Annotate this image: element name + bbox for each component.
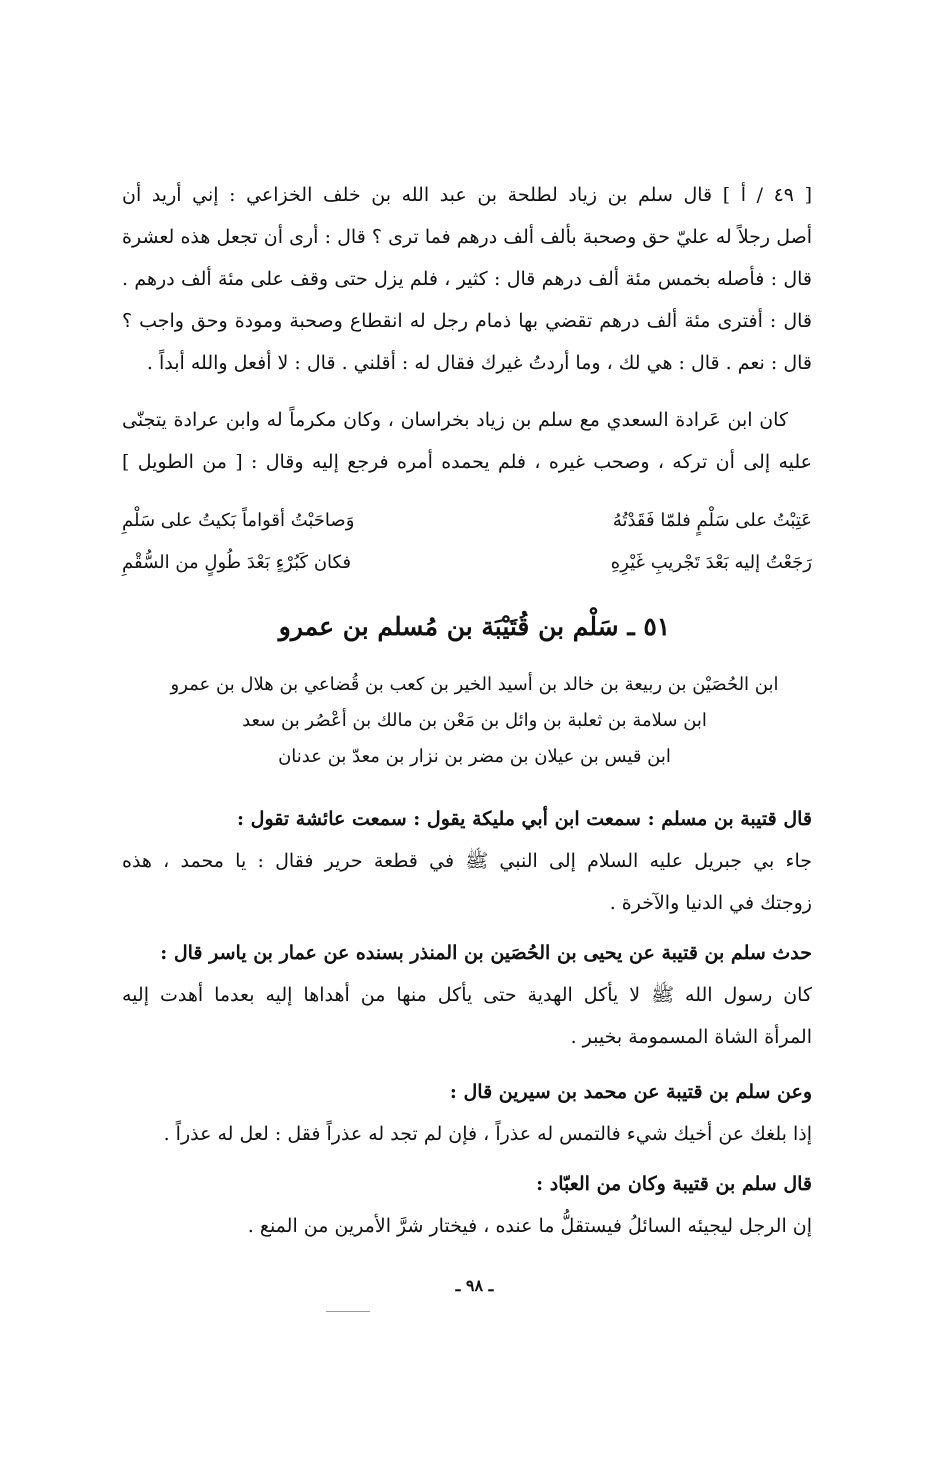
verse-second-hemistich: فكان كَبُرْءٍ بَعْدَ طُولٍ من السُّقْمِ	[122, 552, 352, 573]
isnad-line: قال قتيبة بن مسلم : سمعت ابن أبي مليكة يقول : سمعت عائشة تقول :	[237, 808, 812, 830]
isnad-line: حدث سلم بن قتيبة عن يحيى بن الحُصَين بن المنذر بسنده عن عمار بن ياسر قال :	[160, 942, 812, 964]
text-line: المرأة الشاة المسمومة بخيبر .	[570, 1026, 812, 1048]
page-number: ـ ٩٨ ـ	[455, 1276, 494, 1295]
hadith-block	[122, 1175, 812, 1259]
lineage-line: ابن سلامة بن ثعلبة بن وائل بن مَعْن بن مالك بن أعْصُر بن سعد	[242, 710, 707, 731]
lineage-line: ابن الحُصَيْن بن ربيعة بن خالد بن أسيد الخير بن كعب بن قُضاعي بن هلال بن عمرو	[170, 674, 779, 695]
verse-first-hemistich: عَتِبْتُ على سَلْمٍ فلمّا فَقَدْتُهُ	[612, 510, 812, 531]
poem-verses	[122, 510, 812, 594]
text-line: أصل رجلاً له عليّ حق وصحبة بألف ألف درهم فما ترى ؟ قال : أرى أن تجعل هذه لعشرة	[122, 226, 812, 248]
verse-line	[122, 510, 812, 552]
hadith-block	[122, 1083, 812, 1167]
verse-first-hemistich: رَجَعْتُ إليه بَعْدَ تَجْريبِ غَيْرِهِ	[610, 552, 812, 573]
text-line: كان رسول الله ﷺ لا يأكل الهدية حتى يأكل منها من أهداها إليه بعدما أهدت إليه	[122, 984, 812, 1006]
text-line: قال : أفترى مئة ألف درهم تقضي بها ذمام رجل له انقطاع وصحبة ومودة وحق واجب ؟	[122, 310, 812, 332]
verse-line	[122, 552, 812, 594]
opening-paragraph	[122, 186, 812, 396]
text-line: إذا بلغك عن أخيك شيء فالتمس له عذراً ، فإن لم تجد له عذراً فقل : لعل له عذراً .	[163, 1123, 812, 1145]
text-line: إن الرجل ليجيئه السائلُ فيستقلُّ ما عنده ، فيختار شرَّ الأمرين من المنع .	[247, 1215, 812, 1237]
text-line: قال : فأصله بخمس مئة ألف درهم قال : كثير ، فلم يزل حتى وقف على مئة ألف درهم .	[122, 268, 812, 290]
lineage-block	[0, 676, 949, 784]
text-line: قال : نعم . قال : هي لك ، وما أردتُ غيرك فقال له : أقلني . قال : لا أفعل والله أبداً .	[146, 352, 812, 374]
scan-mark	[326, 1311, 370, 1312]
text-line: زوجتك في الدنيا والآخرة .	[609, 892, 812, 914]
text-line: جاء بي جبريل عليه السلام إلى النبي ﷺ في قطعة حرير فقال : يا محمد ، هذه	[122, 850, 812, 872]
isnad-line: وعن سلم بن قتيبة عن محمد بن سيرين قال :	[449, 1081, 812, 1103]
verse-second-hemistich: وَصاحَبْتُ أقواماً بَكيتُ على سَلْمِ	[122, 510, 355, 531]
text-line: عليه إلى أن تركه ، وصحب غيره ، فلم يحمده أمره فرجع إليه وقال : [ من الطويل ]	[122, 451, 812, 473]
isnad-line: قال سلم بن قتيبة وكان من العبّاد :	[536, 1173, 812, 1195]
text-line: كان ابن عَرادة السعدي مع سلم بن زياد بخراسان ، وكان مكرماً له وابن عرادة يتجنّى	[122, 409, 788, 431]
section-heading: ٥١ ـ سَلْم بن قُتَيْبَة بن مُسلم بن عمرو	[278, 612, 671, 641]
hadith-block	[122, 810, 812, 936]
hadith-block	[122, 944, 812, 1070]
text-line: [ ٤٩ / أ ] قال سلم بن زياد لطلحة بن عبد الله بن خلف الخزاعي : إني أريد أن	[122, 184, 812, 206]
lineage-line: ابن قيس بن عيلان بن مضر بن نزار بن معدّ بن عدنان	[278, 746, 671, 767]
ibn-arada-paragraph	[122, 411, 812, 495]
